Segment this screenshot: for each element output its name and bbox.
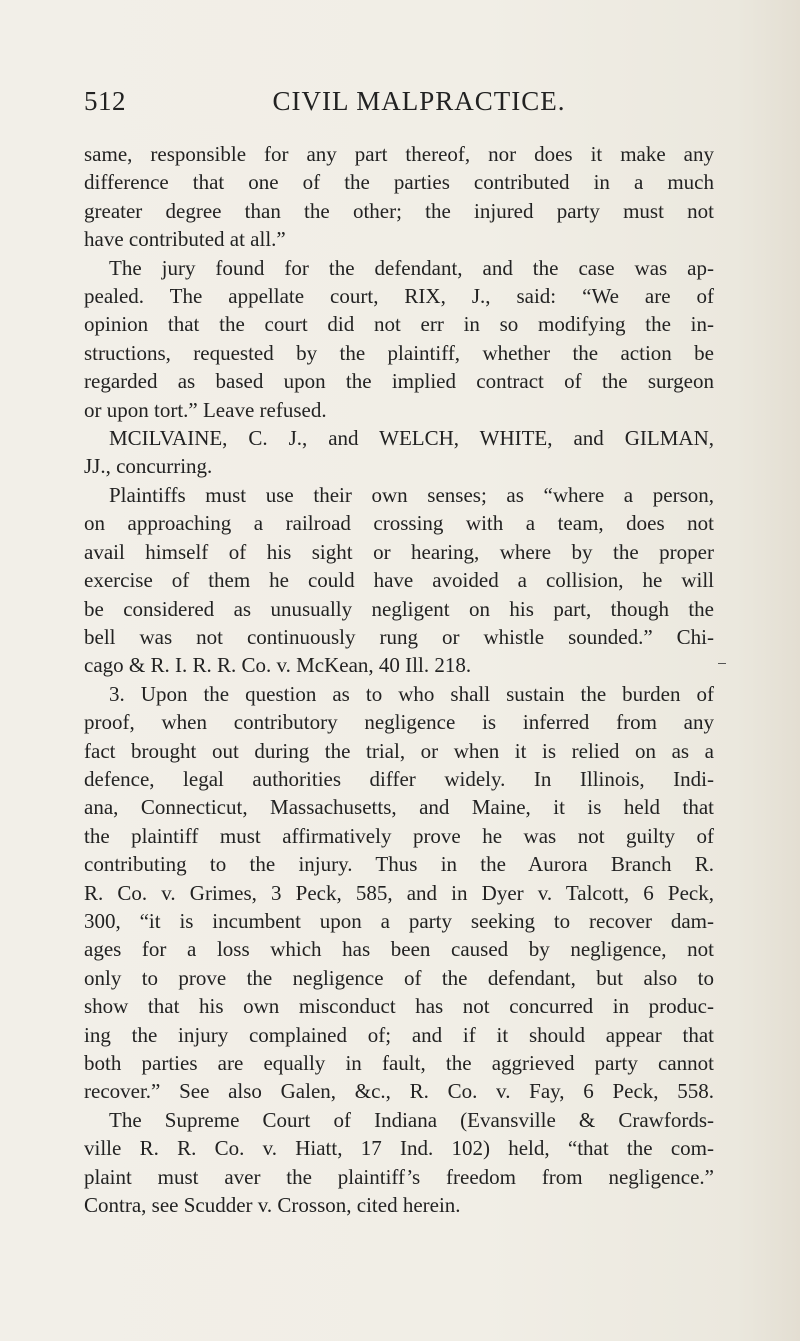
text-line: Plaintiffs must use their own senses; as “where a person, [109,482,714,507]
text-line: avail himself of his sight or hearing, where by the proper [84,539,714,564]
text-line: only to prove the negligence of the defendant, but also to [84,965,714,990]
text-line: ing the injury complained of; and if it should appear that [84,1022,714,1047]
text-line: Contra, see Scudder v. Crosson, cited herein. [84,1193,461,1218]
text-line: greater degree than the other; the injured party must not [84,198,714,223]
page-number: 512 [84,86,126,116]
text-line: ville R. R. Co. v. Hiatt, 17 Ind. 102) held, “that the com- [84,1136,714,1161]
text-line: The jury found for the defendant, and the case was ap- [109,255,714,280]
text-line: fact brought out during the trial, or when it is relied on as a [84,738,714,763]
text-line: show that his own misconduct has not concurred in produc- [84,994,714,1019]
text-line: same, responsible for any part thereof, nor does it make any [84,142,714,166]
text-line: contributing to the injury. Thus in the Aurora Branch R. [84,852,714,877]
text-line: exercise of them he could have avoided a collision, he will [84,568,714,593]
text-line: or upon tort.” Leave refused. [84,397,327,422]
text-line: R. Co. v. Grimes, 3 Peck, 585, and in Dyer v. Talcott, 6 Peck, [84,880,714,905]
text-line: bell was not continuously rung or whistle sounded.” Chi- [84,624,714,649]
text-line: 300, “it is incumbent upon a party seeking to recover dam- [84,908,714,933]
text-line: The Supreme Court of Indiana (Evansville & Crawfords- [109,1107,714,1132]
text-line: ages for a loss which has been caused by negligence, not [84,937,714,962]
text-line: difference that one of the parties contributed in a much [84,170,714,195]
text-line: on approaching a railroad crossing with a team, does not [84,511,714,536]
text-line: defence, legal authorities differ widely. In Illinois, Indi- [84,766,714,791]
page-header [84,86,714,122]
running-head: CIVIL MALPRACTICE. [272,86,566,116]
text-line: JJ., concurring. [84,454,213,479]
text-line: plaint must aver the plaintiff’s freedom from negligence.” [84,1164,714,1189]
text-line: recover.” See also Galen, &c., R. Co. v. Fay, 6 Peck, 558. [84,1079,714,1104]
text-line: cago & R. I. R. R. Co. v. McKean, 40 Ill. 218. [84,653,472,678]
text-line: pealed. The appellate court, RIX, J., said: “We are of [84,284,714,309]
text-line: structions, requested by the plaintiff, whether the action be [84,340,714,365]
text-line: MCILVAINE, C. J., and WELCH, WHITE, and GILMAN, [109,426,714,451]
body-text [84,140,714,1219]
text-line: ana, Connecticut, Massachusetts, and Maine, it is held that [84,795,714,820]
text-line: opinion that the court did not err in so modifying the in- [84,312,714,337]
text-line: regarded as based upon the implied contract of the surgeon [84,369,714,394]
margin-mark [718,663,726,664]
text-line: proof, when contributory negligence is inferred from any [84,710,714,735]
text-line: be considered as unusually negligent on his part, though the [84,596,714,621]
text-line: both parties are equally in fault, the aggrieved party cannot [84,1051,714,1075]
text-line: the plaintiff must affirmatively prove he was not guilty of [84,823,714,848]
text-line: have contributed at all.” [84,227,286,252]
text-line: 3. Upon the question as to who shall sustain the burden of [109,681,714,706]
